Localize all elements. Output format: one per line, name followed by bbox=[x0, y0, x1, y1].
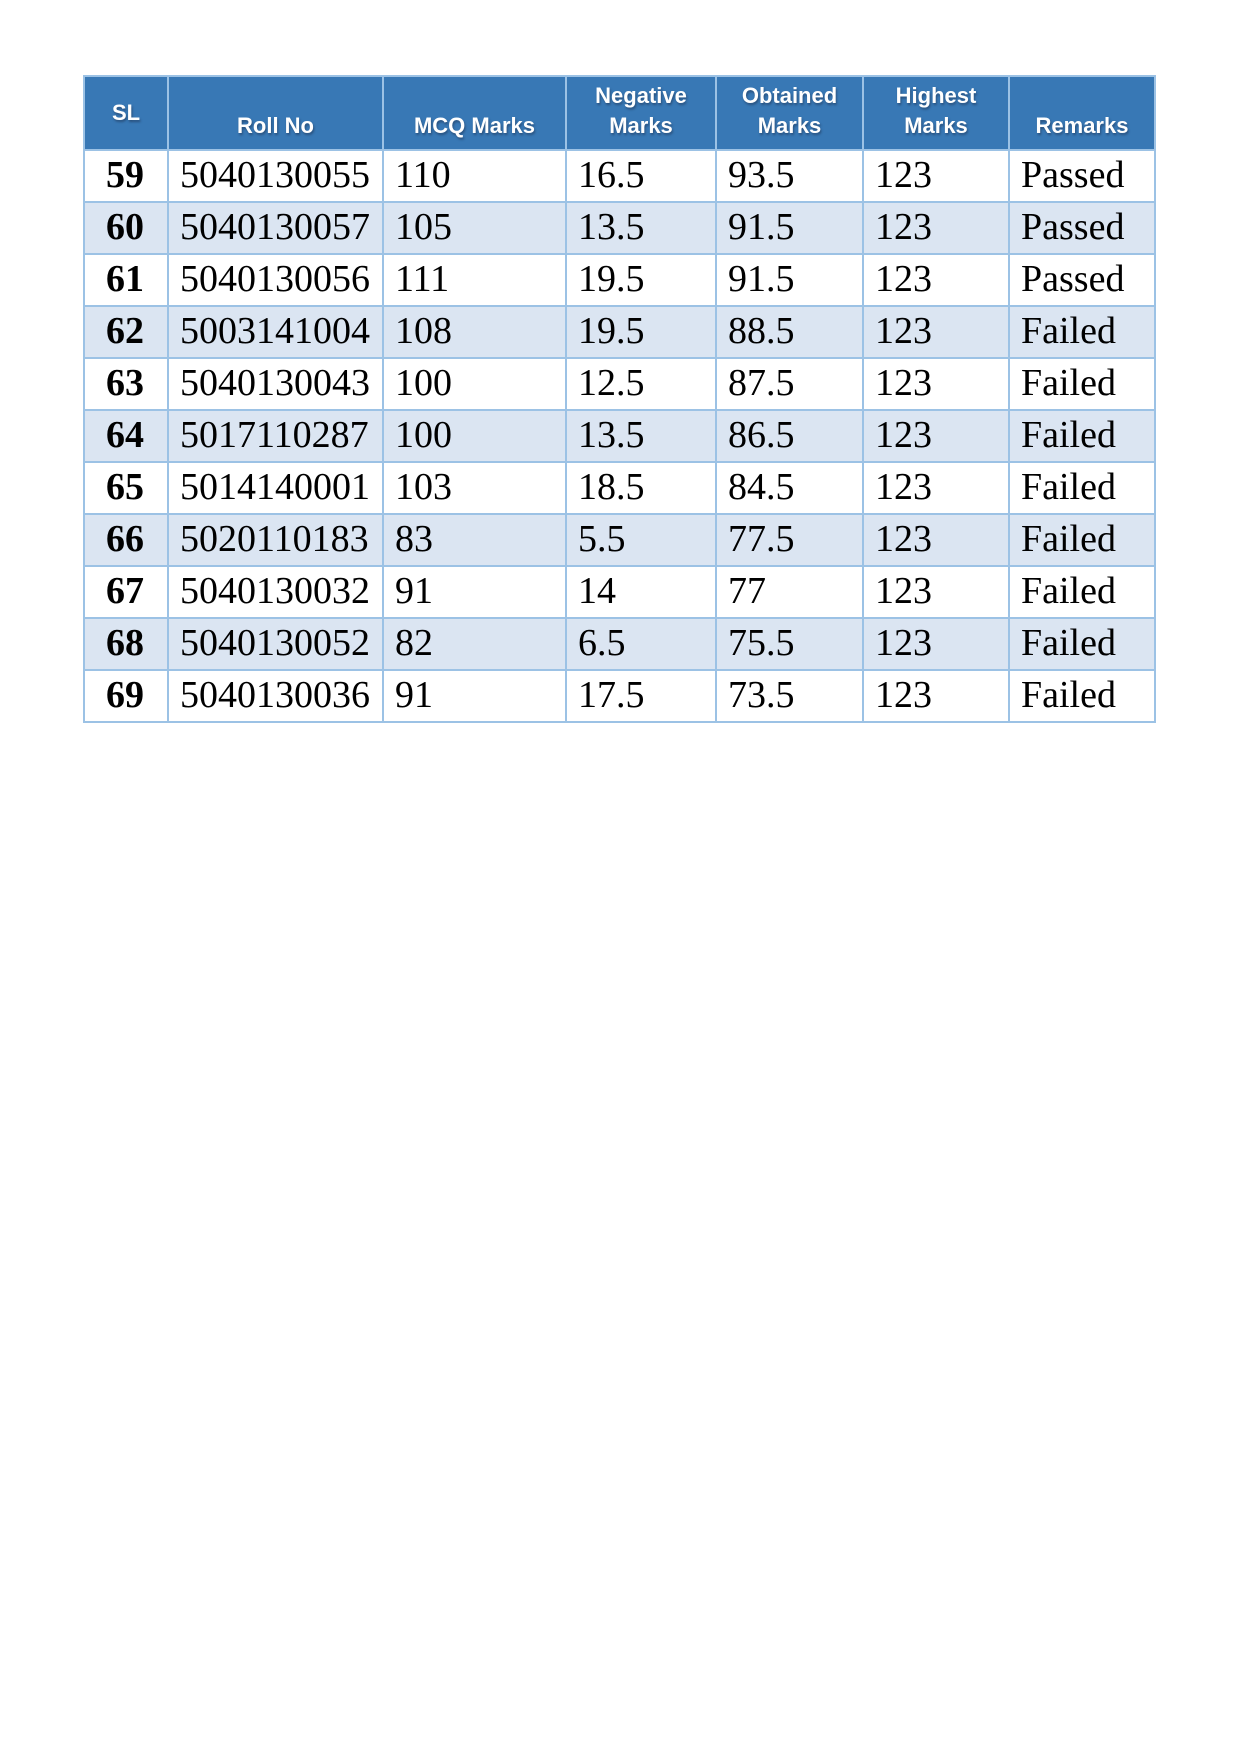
cell-sl: 67 bbox=[84, 566, 168, 618]
cell-sl: 59 bbox=[84, 150, 168, 202]
cell-mcq: 83 bbox=[383, 514, 566, 566]
cell-obtained: 87.5 bbox=[716, 358, 863, 410]
cell-remarks: Passed bbox=[1009, 150, 1155, 202]
table-row bbox=[84, 202, 1155, 254]
cell-negative: 16.5 bbox=[566, 150, 716, 202]
cell-obtained: 86.5 bbox=[716, 410, 863, 462]
cell-remarks: Failed bbox=[1009, 670, 1155, 722]
cell-negative: 19.5 bbox=[566, 254, 716, 306]
header-obtained-marks: Obtained Marks bbox=[716, 76, 863, 150]
cell-remarks: Failed bbox=[1009, 618, 1155, 670]
cell-sl: 69 bbox=[84, 670, 168, 722]
cell-highest: 123 bbox=[863, 670, 1009, 722]
cell-negative: 17.5 bbox=[566, 670, 716, 722]
table-row bbox=[84, 358, 1155, 410]
cell-obtained: 73.5 bbox=[716, 670, 863, 722]
cell-negative: 13.5 bbox=[566, 410, 716, 462]
cell-sl: 66 bbox=[84, 514, 168, 566]
cell-roll: 5020110183 bbox=[168, 514, 383, 566]
cell-highest: 123 bbox=[863, 514, 1009, 566]
cell-mcq: 91 bbox=[383, 670, 566, 722]
cell-negative: 5.5 bbox=[566, 514, 716, 566]
cell-mcq: 111 bbox=[383, 254, 566, 306]
table-row bbox=[84, 618, 1155, 670]
cell-remarks: Failed bbox=[1009, 462, 1155, 514]
cell-obtained: 77 bbox=[716, 566, 863, 618]
cell-obtained: 77.5 bbox=[716, 514, 863, 566]
cell-negative: 12.5 bbox=[566, 358, 716, 410]
cell-sl: 62 bbox=[84, 306, 168, 358]
cell-remarks: Passed bbox=[1009, 254, 1155, 306]
cell-obtained: 75.5 bbox=[716, 618, 863, 670]
cell-roll: 5040130036 bbox=[168, 670, 383, 722]
cell-mcq: 110 bbox=[383, 150, 566, 202]
cell-roll: 5040130057 bbox=[168, 202, 383, 254]
cell-highest: 123 bbox=[863, 462, 1009, 514]
cell-obtained: 84.5 bbox=[716, 462, 863, 514]
table-row bbox=[84, 150, 1155, 202]
header-highest-marks: Highest Marks bbox=[863, 76, 1009, 150]
table-row bbox=[84, 566, 1155, 618]
cell-mcq: 82 bbox=[383, 618, 566, 670]
cell-highest: 123 bbox=[863, 150, 1009, 202]
cell-sl: 68 bbox=[84, 618, 168, 670]
cell-sl: 64 bbox=[84, 410, 168, 462]
header-mcq-marks: MCQ Marks bbox=[383, 76, 566, 150]
cell-obtained: 93.5 bbox=[716, 150, 863, 202]
cell-highest: 123 bbox=[863, 202, 1009, 254]
cell-roll: 5014140001 bbox=[168, 462, 383, 514]
cell-highest: 123 bbox=[863, 410, 1009, 462]
cell-mcq: 100 bbox=[383, 358, 566, 410]
cell-obtained: 91.5 bbox=[716, 254, 863, 306]
cell-roll: 5040130043 bbox=[168, 358, 383, 410]
cell-remarks: Failed bbox=[1009, 566, 1155, 618]
table-row bbox=[84, 410, 1155, 462]
cell-roll: 5040130056 bbox=[168, 254, 383, 306]
cell-sl: 61 bbox=[84, 254, 168, 306]
cell-roll: 5017110287 bbox=[168, 410, 383, 462]
header-negative-marks: Negative Marks bbox=[566, 76, 716, 150]
marks-table bbox=[83, 75, 1156, 723]
cell-negative: 18.5 bbox=[566, 462, 716, 514]
table-row bbox=[84, 462, 1155, 514]
cell-sl: 65 bbox=[84, 462, 168, 514]
cell-highest: 123 bbox=[863, 306, 1009, 358]
cell-negative: 13.5 bbox=[566, 202, 716, 254]
cell-remarks: Failed bbox=[1009, 514, 1155, 566]
header-roll-no: Roll No bbox=[168, 76, 383, 150]
cell-mcq: 91 bbox=[383, 566, 566, 618]
table-row bbox=[84, 514, 1155, 566]
table-row bbox=[84, 306, 1155, 358]
cell-remarks: Failed bbox=[1009, 358, 1155, 410]
cell-remarks: Failed bbox=[1009, 410, 1155, 462]
cell-mcq: 108 bbox=[383, 306, 566, 358]
table-header-row bbox=[84, 76, 1155, 150]
cell-sl: 63 bbox=[84, 358, 168, 410]
cell-roll: 5040130032 bbox=[168, 566, 383, 618]
cell-roll: 5040130055 bbox=[168, 150, 383, 202]
cell-highest: 123 bbox=[863, 254, 1009, 306]
cell-obtained: 88.5 bbox=[716, 306, 863, 358]
cell-negative: 19.5 bbox=[566, 306, 716, 358]
cell-highest: 123 bbox=[863, 566, 1009, 618]
table-row bbox=[84, 254, 1155, 306]
cell-remarks: Failed bbox=[1009, 306, 1155, 358]
cell-negative: 6.5 bbox=[566, 618, 716, 670]
cell-highest: 123 bbox=[863, 358, 1009, 410]
cell-roll: 5003141004 bbox=[168, 306, 383, 358]
cell-negative: 14 bbox=[566, 566, 716, 618]
table-body bbox=[84, 150, 1155, 722]
cell-sl: 60 bbox=[84, 202, 168, 254]
table-row bbox=[84, 670, 1155, 722]
cell-roll: 5040130052 bbox=[168, 618, 383, 670]
cell-obtained: 91.5 bbox=[716, 202, 863, 254]
header-remarks: Remarks bbox=[1009, 76, 1155, 150]
cell-highest: 123 bbox=[863, 618, 1009, 670]
header-sl: SL bbox=[84, 76, 168, 150]
cell-remarks: Passed bbox=[1009, 202, 1155, 254]
cell-mcq: 100 bbox=[383, 410, 566, 462]
cell-mcq: 105 bbox=[383, 202, 566, 254]
cell-mcq: 103 bbox=[383, 462, 566, 514]
